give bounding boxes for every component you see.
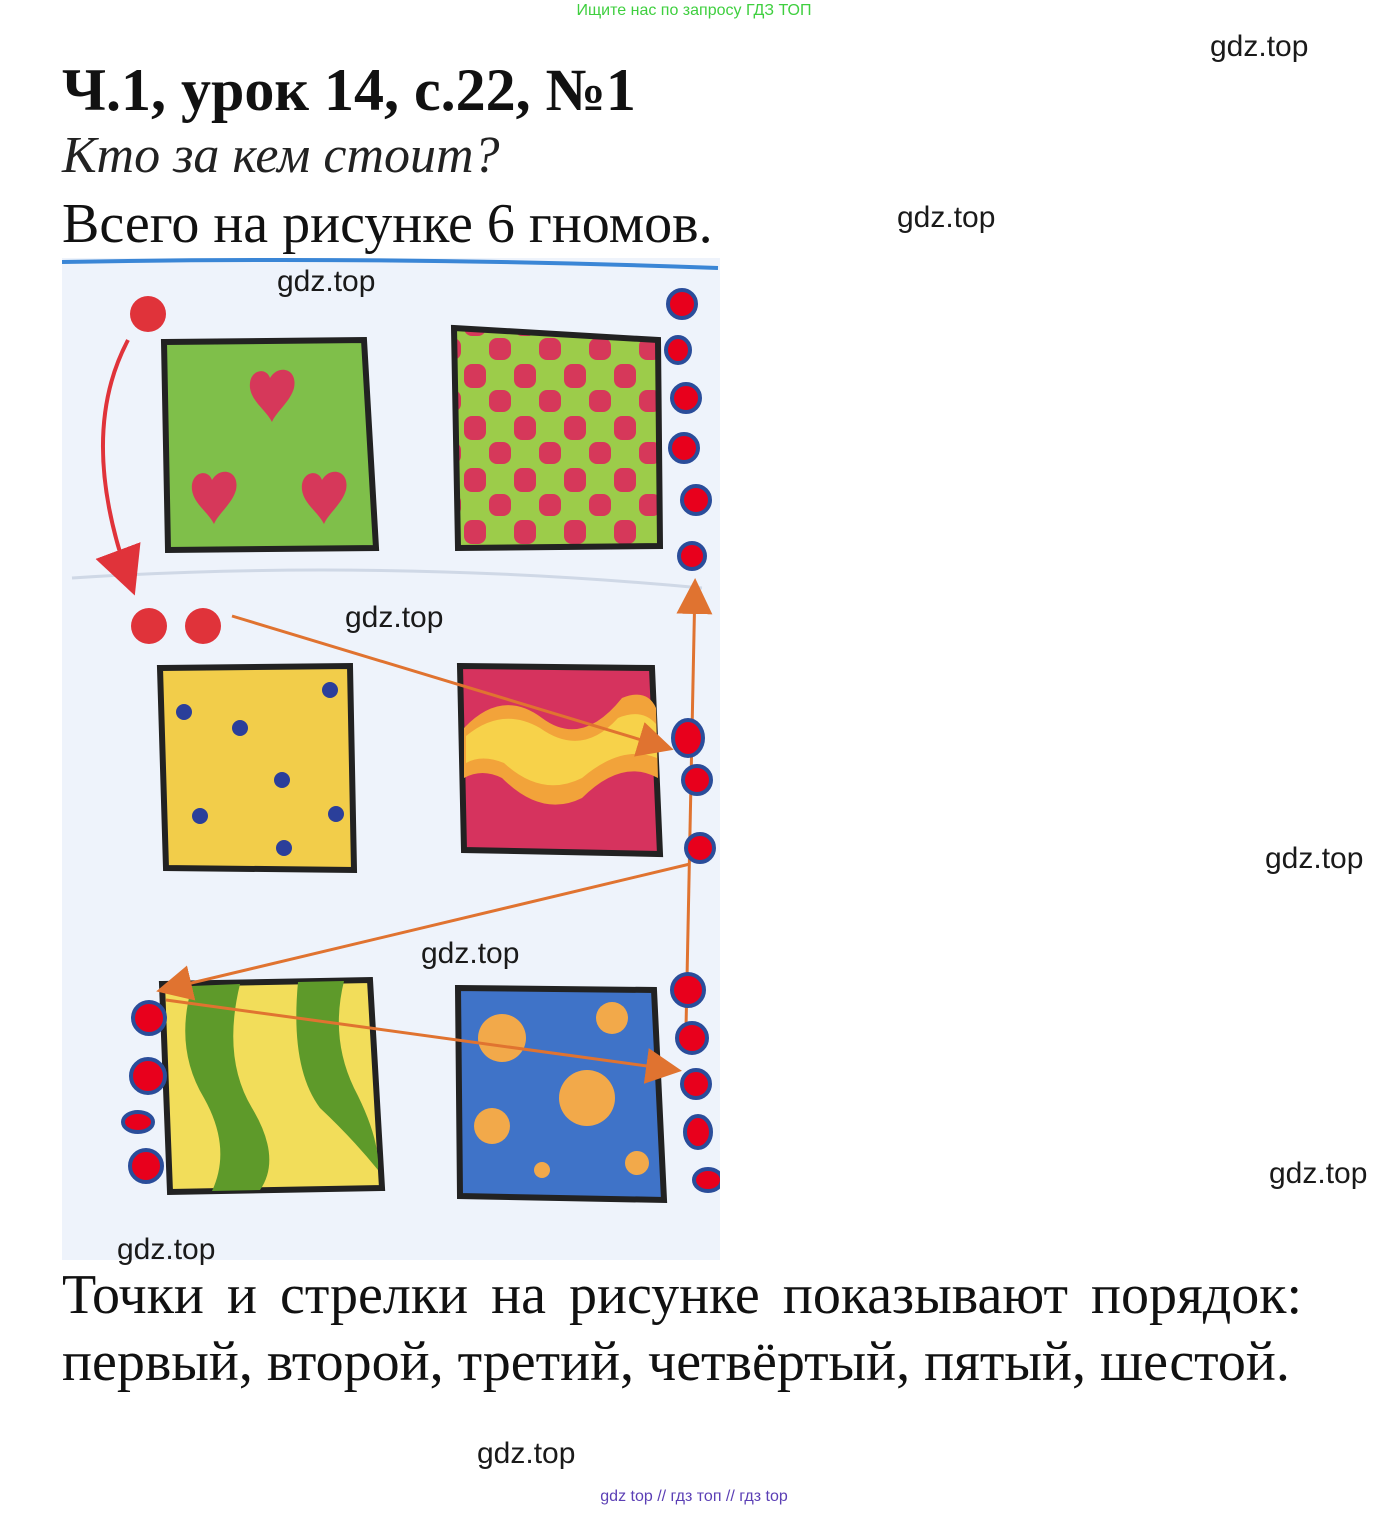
watermark: gdz.top: [277, 265, 376, 298]
task-subtitle: Кто за кем стоит?: [62, 127, 500, 184]
conclusion-text: Точки и стрелки на рисунке показывают порядок: первый, второй, третий, четвёртый, пятый, шестой.: [62, 1264, 1302, 1393]
answer-line: Всего на рисунке 6 гномов.: [62, 193, 713, 255]
watermark: gdz.top: [1210, 30, 1309, 63]
bubbles-square-icon: [458, 988, 664, 1200]
task-picture: [62, 258, 720, 1260]
watermark: gdz.top: [477, 1437, 576, 1470]
checker-square-icon: [454, 328, 660, 548]
watermark: gdz.top: [117, 1233, 216, 1266]
watermark: gdz.top: [1265, 842, 1364, 875]
top-banner[interactable]: Ищите нас по запросу ГДЗ ТОП: [576, 2, 812, 19]
bottom-banner[interactable]: gdz top // гдз топ // гдз top: [600, 1488, 788, 1505]
page-title: Ч.1, урок 14, с.22, №1: [62, 57, 636, 123]
hearts-square-icon: [164, 340, 376, 550]
watermark: gdz.top: [345, 601, 444, 634]
watermark: gdz.top: [421, 937, 520, 970]
watermark: gdz.top: [1269, 1157, 1368, 1190]
dots-square-icon: [160, 666, 354, 870]
watermark: gdz.top: [897, 201, 996, 234]
stripes-square-icon: [162, 980, 382, 1192]
